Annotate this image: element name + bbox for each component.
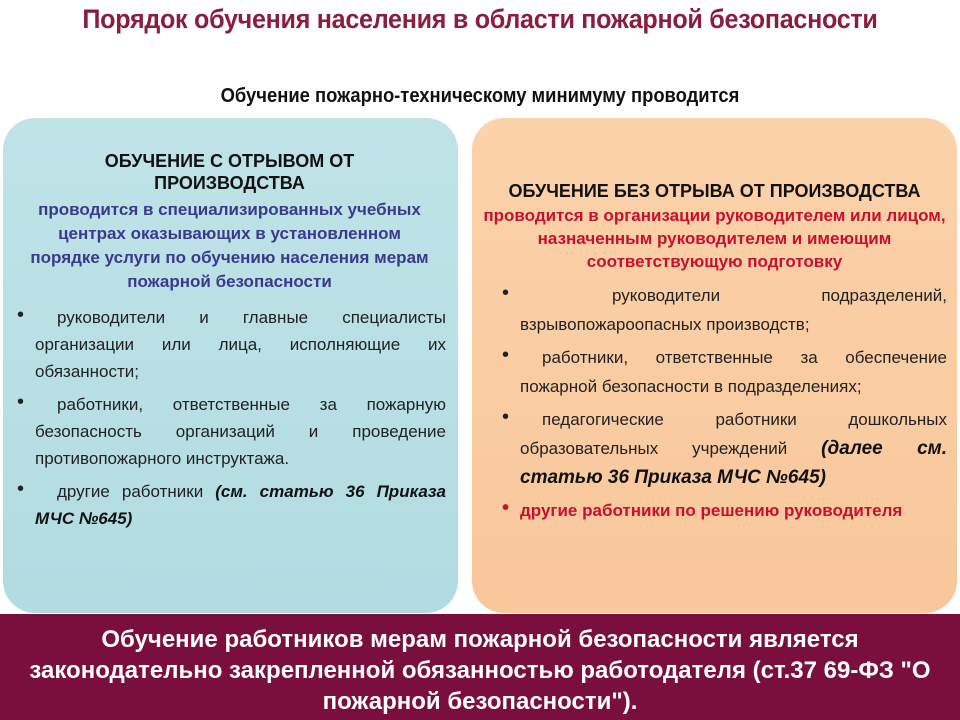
list-item-text: другие работники по решению руководителя (520, 501, 903, 520)
on-the-job-training-panel (472, 118, 957, 613)
list-item (502, 343, 947, 401)
footer-banner: Обучение работников мерам пожарной безопасности является законодательно закрепленной обязанностью работодателя (ст.37 69-ФЗ "О пожарной безопасности"). (0, 614, 960, 720)
bullet-icon: • (502, 344, 510, 366)
list-item (502, 496, 947, 525)
list-item (502, 281, 947, 339)
left-panel-heading: ОБУЧЕНИЕ С ОТРЫВОМ ОТ ПРОИЗВОДСТВА (104, 151, 355, 193)
left-panel-description: проводится в специализированных учебных центрах оказывающих в установленном порядке услуги по обучению населения мерам пожарной безопасности (30, 200, 429, 291)
bullet-icon: • (17, 391, 25, 413)
right-panel-list (480, 281, 949, 525)
bullet-icon: • (17, 304, 25, 326)
left-panel-list (13, 304, 446, 532)
list-item-text: руководители подразделений, взрывопожароопасных производств; (520, 286, 947, 334)
list-item-text: руководители и главные специалисты организации или лица, исполняющие их обязанности; (35, 308, 446, 381)
order-reference: (см. статью 36 Приказа МЧС №645) (35, 482, 446, 528)
order-reference: (далее см. статью 36 Приказа МЧС №645) (520, 438, 947, 488)
right-panel-description: проводится в организации руководителем или лицом, назначенным руководителем и имеющим соответствующую подготовку (483, 206, 946, 271)
list-item-text: работники, ответственные за пожарную безопасность организаций и проведение противопожарного инструктажа. (35, 395, 446, 468)
bullet-icon: • (502, 497, 510, 519)
off-the-job-training-panel (3, 118, 458, 613)
list-item (502, 405, 947, 492)
slide-subtitle: Обучение пожарно-техническому минимуму проводится (220, 85, 740, 107)
list-item (17, 304, 446, 385)
list-item-text: работники, ответственные за обеспечение пожарной безопасности в подразделениях; (520, 348, 947, 396)
list-item (17, 478, 446, 532)
slide-title: Порядок обучения населения в области пожарной безопасности (82, 4, 878, 34)
right-panel-heading: ОБУЧЕНИЕ БЕЗ ОТРЫВА ОТ ПРОИЗВОДСТВА (508, 181, 921, 201)
bullet-icon: • (502, 406, 510, 428)
list-item-text: другие работники (57, 482, 216, 501)
bullet-icon: • (17, 478, 25, 500)
list-item-text: педагогические работники дошкольных образовательных учреждений (520, 410, 947, 458)
bullet-icon: • (502, 282, 510, 304)
list-item (17, 391, 446, 472)
